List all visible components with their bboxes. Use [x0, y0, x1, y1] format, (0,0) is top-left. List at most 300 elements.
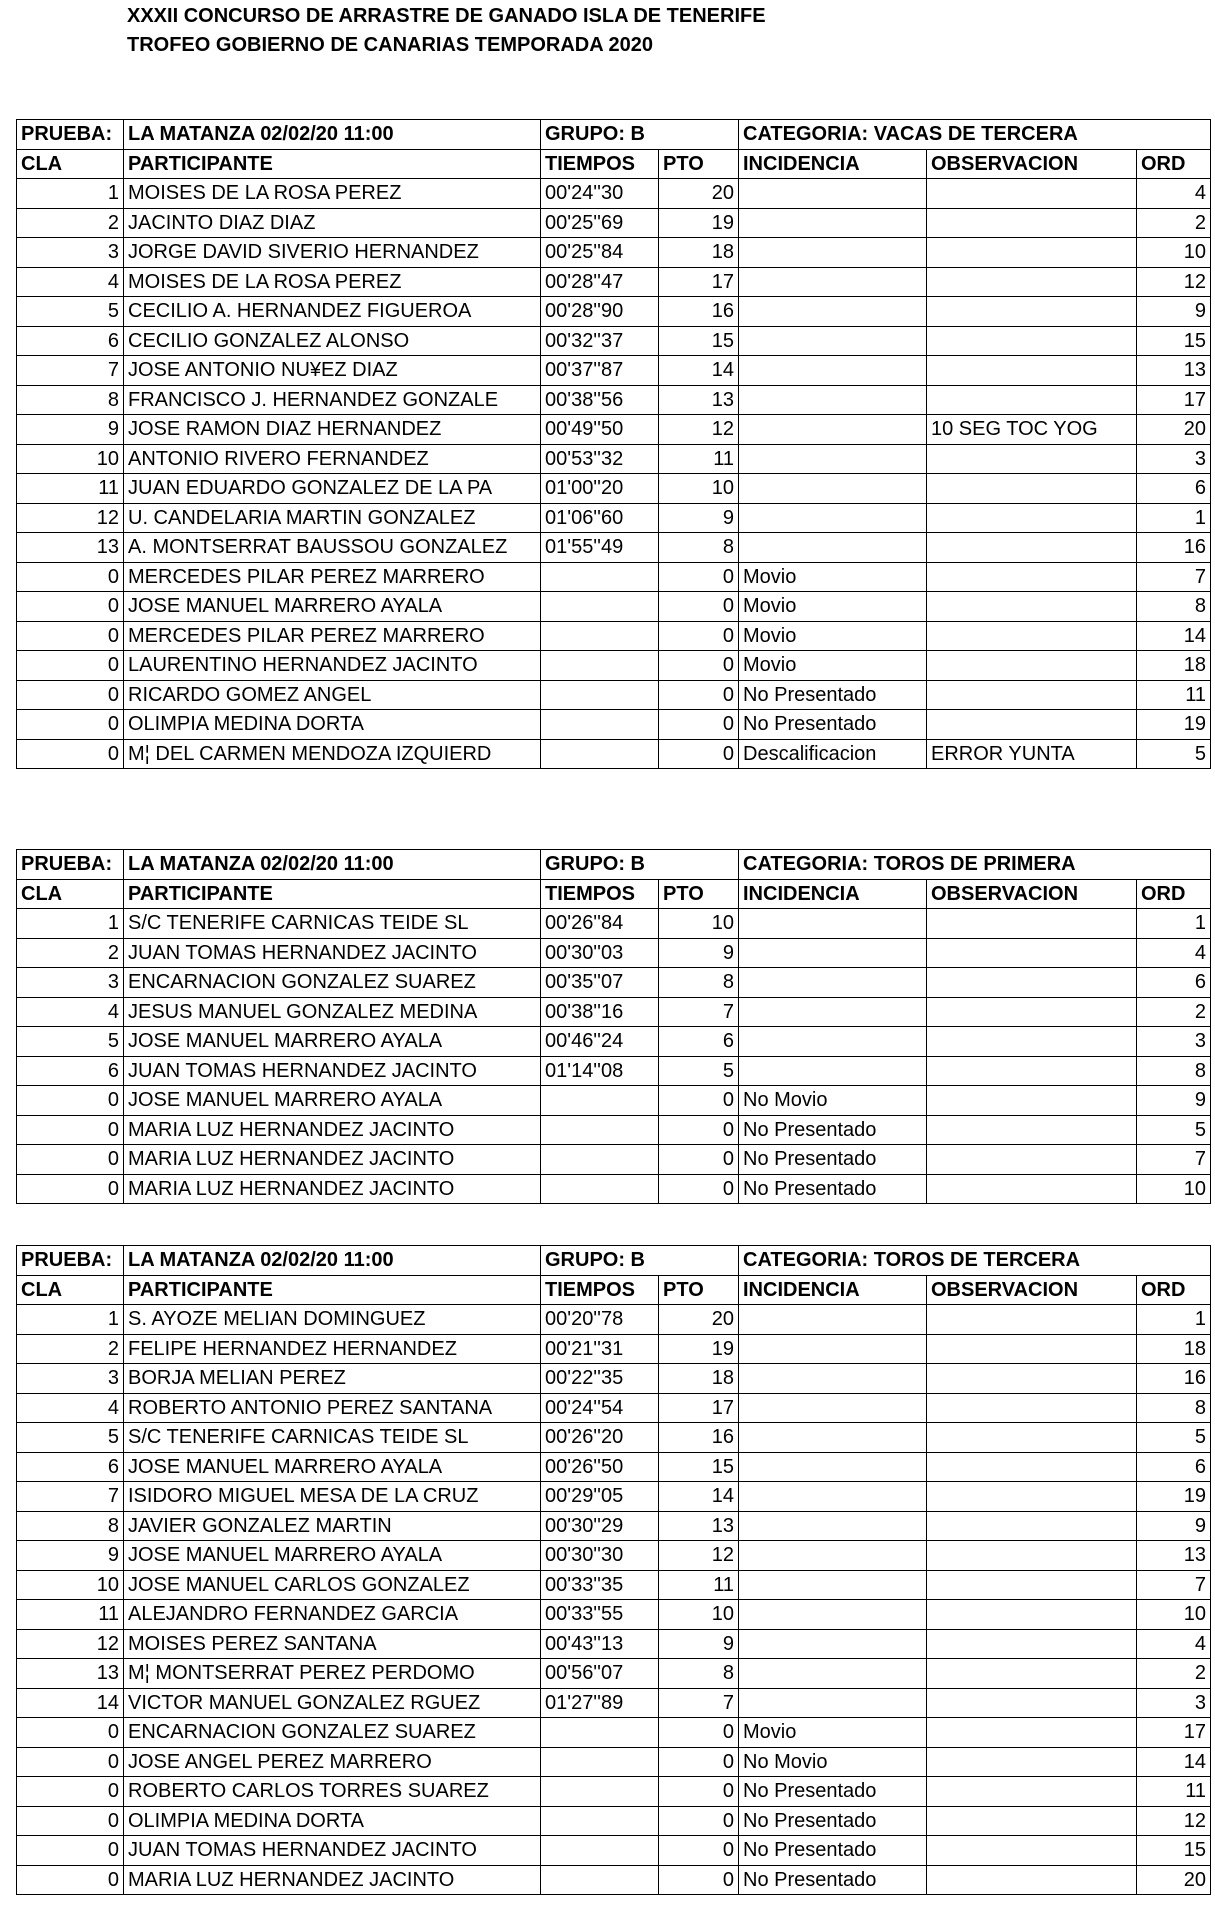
ord-cell: 1	[1137, 1305, 1211, 1335]
tiempo-cell: 00'28''47	[541, 267, 659, 297]
tiempo-cell: 00'24''30	[541, 179, 659, 209]
observacion-cell	[927, 356, 1137, 386]
pto-cell: 9	[659, 1629, 739, 1659]
tiempo-cell: 00'30''29	[541, 1511, 659, 1541]
incidencia-cell	[739, 938, 927, 968]
participante-cell: S/C TENERIFE CARNICAS TEIDE SL	[124, 1423, 541, 1453]
ord-cell: 16	[1137, 533, 1211, 563]
table-row	[17, 592, 1211, 622]
cla-cell: 0	[17, 1836, 124, 1866]
table-row	[17, 1806, 1211, 1836]
observacion-cell	[927, 208, 1137, 238]
results-table-toros-primera	[16, 849, 1211, 1204]
observacion-cell	[927, 267, 1137, 297]
table-row	[17, 238, 1211, 268]
table-row	[17, 1600, 1211, 1630]
incidencia-cell	[739, 1629, 927, 1659]
participante-cell: BORJA MELIAN PEREZ	[124, 1364, 541, 1394]
prueba-value: LA MATANZA 02/02/20 11:00	[124, 1246, 541, 1276]
ord-cell: 5	[1137, 1423, 1211, 1453]
table-row	[17, 1115, 1211, 1145]
tiempo-cell: 00'46''24	[541, 1027, 659, 1057]
column-header-incidencia: INCIDENCIA	[739, 149, 927, 179]
participante-cell: VICTOR MANUEL GONZALEZ RGUEZ	[124, 1688, 541, 1718]
table-row	[17, 1056, 1211, 1086]
table-row	[17, 1629, 1211, 1659]
pto-cell: 0	[659, 1174, 739, 1204]
incidencia-cell	[739, 1423, 927, 1453]
tiempo-cell: 00'30''30	[541, 1541, 659, 1571]
participante-cell: CECILIO A. HERNANDEZ FIGUEROA	[124, 297, 541, 327]
table-row	[17, 1777, 1211, 1807]
tiempo-cell	[541, 1115, 659, 1145]
tiempo-cell	[541, 1086, 659, 1116]
tiempo-cell	[541, 621, 659, 651]
pto-cell: 17	[659, 267, 739, 297]
table-row	[17, 1688, 1211, 1718]
ord-cell: 2	[1137, 208, 1211, 238]
table-row	[17, 909, 1211, 939]
observacion-cell	[927, 1174, 1137, 1204]
table-row	[17, 1334, 1211, 1364]
participante-cell: ALEJANDRO FERNANDEZ GARCIA	[124, 1600, 541, 1630]
tiempo-cell: 01'00''20	[541, 474, 659, 504]
observacion-cell	[927, 651, 1137, 681]
cla-cell: 0	[17, 651, 124, 681]
incidencia-cell	[739, 385, 927, 415]
incidencia-cell: Movio	[739, 562, 927, 592]
observacion-cell	[927, 1452, 1137, 1482]
tiempo-cell: 00'33''35	[541, 1570, 659, 1600]
participante-cell: JOSE MANUEL MARRERO AYALA	[124, 1027, 541, 1057]
tiempo-cell: 00'35''07	[541, 968, 659, 998]
pto-cell: 5	[659, 1056, 739, 1086]
participante-cell: ENCARNACION GONZALEZ SUAREZ	[124, 1718, 541, 1748]
cla-cell: 8	[17, 1511, 124, 1541]
tiempo-cell: 00'26''50	[541, 1452, 659, 1482]
incidencia-cell: No Presentado	[739, 1777, 927, 1807]
cla-cell: 10	[17, 444, 124, 474]
observacion-cell	[927, 1570, 1137, 1600]
observacion-cell	[927, 1777, 1137, 1807]
participante-cell: LAURENTINO HERNANDEZ JACINTO	[124, 651, 541, 681]
incidencia-cell	[739, 1334, 927, 1364]
prueba-label: PRUEBA:	[17, 120, 124, 150]
incidencia-cell	[739, 326, 927, 356]
pto-cell: 0	[659, 562, 739, 592]
column-header-incidencia: INCIDENCIA	[739, 1275, 927, 1305]
ord-cell: 13	[1137, 1541, 1211, 1571]
tiempo-cell: 00'22''35	[541, 1364, 659, 1394]
ord-cell: 7	[1137, 1570, 1211, 1600]
ord-cell: 8	[1137, 1393, 1211, 1423]
cla-cell: 0	[17, 1806, 124, 1836]
table-row	[17, 1364, 1211, 1394]
participante-cell: M¦ MONTSERRAT PEREZ PERDOMO	[124, 1659, 541, 1689]
cla-cell: 0	[17, 680, 124, 710]
incidencia-cell: Descalificacion	[739, 739, 927, 769]
tiempo-cell: 00'38''56	[541, 385, 659, 415]
ord-cell: 4	[1137, 938, 1211, 968]
incidencia-cell: Movio	[739, 621, 927, 651]
observacion-cell	[927, 179, 1137, 209]
ord-cell: 3	[1137, 1688, 1211, 1718]
table-row	[17, 968, 1211, 998]
participante-cell: JAVIER GONZALEZ MARTIN	[124, 1511, 541, 1541]
ord-cell: 16	[1137, 1364, 1211, 1394]
pto-cell: 0	[659, 680, 739, 710]
observacion-cell	[927, 1027, 1137, 1057]
tiempo-cell: 00'29''05	[541, 1482, 659, 1512]
cla-cell: 2	[17, 938, 124, 968]
table-row	[17, 710, 1211, 740]
prueba-value: LA MATANZA 02/02/20 11:00	[124, 120, 541, 150]
incidencia-cell	[739, 533, 927, 563]
column-header-observacion: OBSERVACION	[927, 149, 1137, 179]
cla-cell: 4	[17, 997, 124, 1027]
ord-cell: 19	[1137, 710, 1211, 740]
tiempo-cell	[541, 710, 659, 740]
ord-cell: 13	[1137, 356, 1211, 386]
participante-cell: JUAN TOMAS HERNANDEZ JACINTO	[124, 938, 541, 968]
pto-cell: 0	[659, 1718, 739, 1748]
participante-cell: MOISES DE LA ROSA PEREZ	[124, 267, 541, 297]
pto-cell: 0	[659, 592, 739, 622]
observacion-cell	[927, 1806, 1137, 1836]
cla-cell: 0	[17, 1115, 124, 1145]
table-row	[17, 533, 1211, 563]
incidencia-cell	[739, 1452, 927, 1482]
ord-cell: 7	[1137, 1145, 1211, 1175]
incidencia-cell	[739, 238, 927, 268]
categoria-label: CATEGORIA: TOROS DE PRIMERA	[739, 850, 1211, 880]
observacion-cell	[927, 297, 1137, 327]
cla-cell: 13	[17, 1659, 124, 1689]
table-row	[17, 1452, 1211, 1482]
incidencia-cell	[739, 1570, 927, 1600]
column-header-cla: CLA	[17, 149, 124, 179]
tiempo-cell	[541, 1747, 659, 1777]
tiempo-cell: 00'25''84	[541, 238, 659, 268]
ord-cell: 14	[1137, 1747, 1211, 1777]
column-header-ord: ORD	[1137, 879, 1211, 909]
table-row	[17, 326, 1211, 356]
pto-cell: 7	[659, 1688, 739, 1718]
prueba-label: PRUEBA:	[17, 850, 124, 880]
categoria-label: CATEGORIA: VACAS DE TERCERA	[739, 120, 1211, 150]
participante-cell: FELIPE HERNANDEZ HERNANDEZ	[124, 1334, 541, 1364]
observacion-cell	[927, 385, 1137, 415]
tiempo-cell	[541, 562, 659, 592]
ord-cell: 6	[1137, 474, 1211, 504]
title-line-2: TROFEO GOBIERNO DE CANARIAS TEMPORADA 2020	[127, 34, 653, 56]
cla-cell: 0	[17, 1718, 124, 1748]
table-row	[17, 1570, 1211, 1600]
tiempo-cell: 00'30''03	[541, 938, 659, 968]
tiempo-cell	[541, 1718, 659, 1748]
participante-cell: JOSE MANUEL MARRERO AYALA	[124, 592, 541, 622]
table-row	[17, 356, 1211, 386]
ord-cell: 15	[1137, 326, 1211, 356]
incidencia-cell: No Presentado	[739, 1174, 927, 1204]
incidencia-cell	[739, 179, 927, 209]
participante-cell: OLIMPIA MEDINA DORTA	[124, 1806, 541, 1836]
observacion-cell	[927, 1688, 1137, 1718]
tiempo-cell: 01'06''60	[541, 503, 659, 533]
column-header-tiempos: TIEMPOS	[541, 1275, 659, 1305]
pto-cell: 0	[659, 1747, 739, 1777]
pto-cell: 9	[659, 503, 739, 533]
pto-cell: 16	[659, 297, 739, 327]
observacion-cell	[927, 1511, 1137, 1541]
tiempo-cell: 01'14''08	[541, 1056, 659, 1086]
table-row	[17, 997, 1211, 1027]
column-header-pto: PTO	[659, 149, 739, 179]
pto-cell: 18	[659, 238, 739, 268]
participante-cell: MARIA LUZ HERNANDEZ JACINTO	[124, 1145, 541, 1175]
observacion-cell	[927, 621, 1137, 651]
pto-cell: 0	[659, 1145, 739, 1175]
ord-cell: 15	[1137, 1836, 1211, 1866]
cla-cell: 0	[17, 621, 124, 651]
ord-cell: 6	[1137, 1452, 1211, 1482]
incidencia-cell	[739, 1027, 927, 1057]
participante-cell: ROBERTO CARLOS TORRES SUAREZ	[124, 1777, 541, 1807]
tiempo-cell	[541, 1145, 659, 1175]
incidencia-cell	[739, 1393, 927, 1423]
participante-cell: RICARDO GOMEZ ANGEL	[124, 680, 541, 710]
observacion-cell	[927, 680, 1137, 710]
participante-cell: JORGE DAVID SIVERIO HERNANDEZ	[124, 238, 541, 268]
tiempo-cell: 00'38''16	[541, 997, 659, 1027]
observacion-cell	[927, 968, 1137, 998]
observacion-cell	[927, 1541, 1137, 1571]
pto-cell: 11	[659, 444, 739, 474]
observacion-cell	[927, 1086, 1137, 1116]
cla-cell: 6	[17, 1056, 124, 1086]
tiempo-cell: 00'33''55	[541, 1600, 659, 1630]
incidencia-cell	[739, 968, 927, 998]
column-header-incidencia: INCIDENCIA	[739, 879, 927, 909]
participante-cell: MARIA LUZ HERNANDEZ JACINTO	[124, 1865, 541, 1895]
cla-cell: 7	[17, 1482, 124, 1512]
incidencia-cell	[739, 1482, 927, 1512]
cla-cell: 11	[17, 1600, 124, 1630]
table-row	[17, 1541, 1211, 1571]
table-row	[17, 680, 1211, 710]
table-row	[17, 1718, 1211, 1748]
ord-cell: 9	[1137, 297, 1211, 327]
ord-cell: 17	[1137, 1718, 1211, 1748]
table-row	[17, 444, 1211, 474]
pto-cell: 8	[659, 968, 739, 998]
ord-cell: 20	[1137, 1865, 1211, 1895]
cla-cell: 0	[17, 1145, 124, 1175]
pto-cell: 12	[659, 415, 739, 445]
table-row	[17, 1145, 1211, 1175]
incidencia-cell: No Presentado	[739, 1806, 927, 1836]
incidencia-cell	[739, 444, 927, 474]
pto-cell: 0	[659, 621, 739, 651]
participante-cell: ENCARNACION GONZALEZ SUAREZ	[124, 968, 541, 998]
cla-cell: 0	[17, 1747, 124, 1777]
grupo-label: GRUPO: B	[541, 850, 739, 880]
tiempo-cell: 00'24''54	[541, 1393, 659, 1423]
pto-cell: 6	[659, 1027, 739, 1057]
table-row	[17, 739, 1211, 769]
ord-cell: 18	[1137, 651, 1211, 681]
tiempo-cell: 00'21''31	[541, 1334, 659, 1364]
cla-cell: 11	[17, 474, 124, 504]
incidencia-cell	[739, 1688, 927, 1718]
tiempo-cell	[541, 1806, 659, 1836]
tiempo-cell	[541, 1777, 659, 1807]
observacion-cell	[927, 326, 1137, 356]
tiempo-cell	[541, 680, 659, 710]
incidencia-cell	[739, 1659, 927, 1689]
observacion-cell	[927, 1423, 1137, 1453]
pto-cell: 14	[659, 356, 739, 386]
pto-cell: 10	[659, 1600, 739, 1630]
table-row	[17, 503, 1211, 533]
participante-cell: JOSE MANUEL MARRERO AYALA	[124, 1541, 541, 1571]
ord-cell: 3	[1137, 444, 1211, 474]
table-row	[17, 208, 1211, 238]
cla-cell: 4	[17, 1393, 124, 1423]
table-row	[17, 1482, 1211, 1512]
table-row	[17, 651, 1211, 681]
ord-cell: 10	[1137, 1174, 1211, 1204]
tiempo-cell	[541, 739, 659, 769]
incidencia-cell	[739, 297, 927, 327]
column-header-observacion: OBSERVACION	[927, 879, 1137, 909]
pto-cell: 15	[659, 326, 739, 356]
observacion-cell	[927, 562, 1137, 592]
pto-cell: 13	[659, 385, 739, 415]
observacion-cell	[927, 938, 1137, 968]
incidencia-cell: No Presentado	[739, 710, 927, 740]
column-header-row	[17, 879, 1211, 909]
results-table-vacas-tercera	[16, 119, 1211, 769]
participante-cell: U. CANDELARIA MARTIN GONZALEZ	[124, 503, 541, 533]
participante-cell: MOISES PEREZ SANTANA	[124, 1629, 541, 1659]
table-row	[17, 1174, 1211, 1204]
column-header-participante: PARTICIPANTE	[124, 879, 541, 909]
participante-cell: FRANCISCO J. HERNANDEZ GONZALE	[124, 385, 541, 415]
table-row	[17, 1086, 1211, 1116]
cla-cell: 4	[17, 267, 124, 297]
pto-cell: 17	[659, 1393, 739, 1423]
ord-cell: 11	[1137, 680, 1211, 710]
document-title	[127, 2, 766, 60]
pto-cell: 0	[659, 1115, 739, 1145]
cla-cell: 0	[17, 739, 124, 769]
cla-cell: 12	[17, 1629, 124, 1659]
tiempo-cell: 01'55''49	[541, 533, 659, 563]
table-row	[17, 267, 1211, 297]
table-row	[17, 179, 1211, 209]
cla-cell: 6	[17, 326, 124, 356]
incidencia-cell	[739, 503, 927, 533]
participante-cell: JUAN TOMAS HERNANDEZ JACINTO	[124, 1056, 541, 1086]
participante-cell: MERCEDES PILAR PEREZ MARRERO	[124, 621, 541, 651]
grupo-label: GRUPO: B	[541, 120, 739, 150]
column-header-participante: PARTICIPANTE	[124, 149, 541, 179]
incidencia-cell: No Presentado	[739, 1145, 927, 1175]
observacion-cell	[927, 1865, 1137, 1895]
cla-cell: 0	[17, 710, 124, 740]
observacion-cell	[927, 1629, 1137, 1659]
tiempo-cell: 00'37''87	[541, 356, 659, 386]
pto-cell: 0	[659, 1865, 739, 1895]
cla-cell: 2	[17, 1334, 124, 1364]
grupo-label: GRUPO: B	[541, 1246, 739, 1276]
pto-cell: 10	[659, 909, 739, 939]
cla-cell: 0	[17, 1174, 124, 1204]
observacion-cell: ERROR YUNTA	[927, 739, 1137, 769]
table-row	[17, 297, 1211, 327]
incidencia-cell	[739, 1305, 927, 1335]
observacion-cell	[927, 1056, 1137, 1086]
ord-cell: 2	[1137, 1659, 1211, 1689]
table-row	[17, 1511, 1211, 1541]
pto-cell: 0	[659, 651, 739, 681]
cla-cell: 13	[17, 533, 124, 563]
observacion-cell: 10 SEG TOC YOG	[927, 415, 1137, 445]
prueba-row	[17, 120, 1211, 150]
ord-cell: 12	[1137, 1806, 1211, 1836]
cla-cell: 9	[17, 1541, 124, 1571]
cla-cell: 1	[17, 909, 124, 939]
cla-cell: 1	[17, 179, 124, 209]
ord-cell: 6	[1137, 968, 1211, 998]
participante-cell: ISIDORO MIGUEL MESA DE LA CRUZ	[124, 1482, 541, 1512]
cla-cell: 3	[17, 238, 124, 268]
table-row	[17, 938, 1211, 968]
incidencia-cell	[739, 997, 927, 1027]
column-header-cla: CLA	[17, 879, 124, 909]
pto-cell: 0	[659, 1836, 739, 1866]
incidencia-cell	[739, 356, 927, 386]
cla-cell: 7	[17, 356, 124, 386]
tiempo-cell	[541, 592, 659, 622]
incidencia-cell	[739, 1541, 927, 1571]
tiempo-cell: 00'26''84	[541, 909, 659, 939]
participante-cell: M¦ DEL CARMEN MENDOZA IZQUIERD	[124, 739, 541, 769]
observacion-cell	[927, 238, 1137, 268]
table-row	[17, 1393, 1211, 1423]
cla-cell: 3	[17, 968, 124, 998]
ord-cell: 19	[1137, 1482, 1211, 1512]
cla-cell: 5	[17, 1423, 124, 1453]
observacion-cell	[927, 1718, 1137, 1748]
pto-cell: 0	[659, 710, 739, 740]
observacion-cell	[927, 1334, 1137, 1364]
column-header-tiempos: TIEMPOS	[541, 879, 659, 909]
prueba-row	[17, 850, 1211, 880]
pto-cell: 9	[659, 938, 739, 968]
table-row	[17, 621, 1211, 651]
results-table-toros-tercera	[16, 1245, 1211, 1895]
tiempo-cell: 00'49''50	[541, 415, 659, 445]
cla-cell: 3	[17, 1364, 124, 1394]
tiempo-cell	[541, 1836, 659, 1866]
observacion-cell	[927, 1600, 1137, 1630]
ord-cell: 3	[1137, 1027, 1211, 1057]
incidencia-cell: Movio	[739, 592, 927, 622]
ord-cell: 1	[1137, 909, 1211, 939]
cla-cell: 0	[17, 1865, 124, 1895]
